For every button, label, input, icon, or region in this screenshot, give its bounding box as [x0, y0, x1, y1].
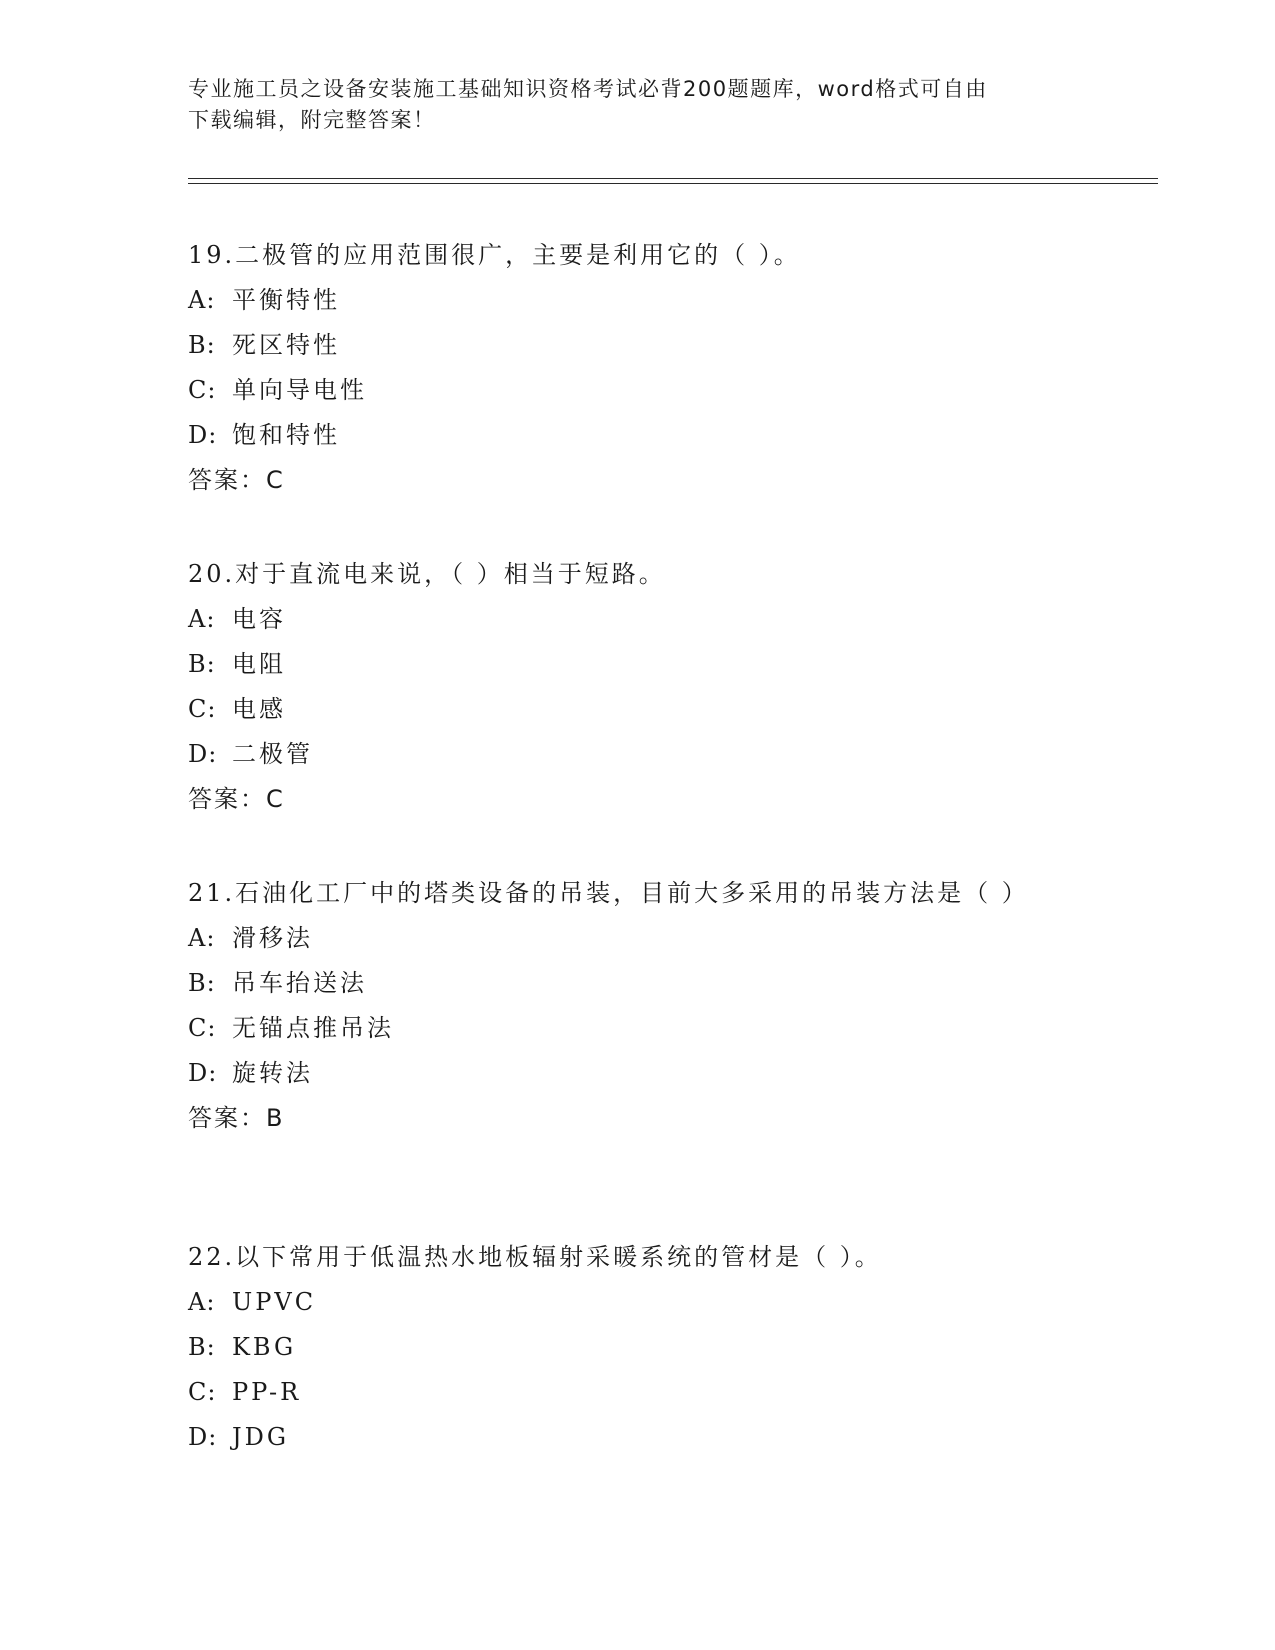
option-b	[188, 966, 1058, 1000]
option-text: JDG	[232, 1423, 290, 1451]
question-20	[188, 557, 1058, 816]
option-text: 单向导电性	[232, 376, 367, 404]
question-title: 20.对于直流电来说，（ ）相当于短路。	[188, 560, 666, 588]
header-divider-top	[188, 178, 1158, 179]
option-text: 二极管	[232, 740, 313, 768]
header-divider-bottom	[188, 183, 1158, 184]
option-text: 死区特性	[232, 331, 340, 359]
option-text: KBG	[232, 1333, 297, 1361]
option-c	[188, 1011, 1058, 1045]
option-text: 吊车抬送法	[232, 969, 367, 997]
option-c	[188, 692, 1058, 726]
option-letter: D:	[188, 421, 218, 449]
question-22	[188, 1240, 1058, 1465]
option-letter: C:	[188, 1014, 217, 1042]
option-d	[188, 418, 1058, 452]
question-title: 21.石油化工厂中的塔类设备的吊装，目前大多采用的吊装方法是（ ）	[188, 879, 1029, 907]
option-letter: C:	[188, 1378, 217, 1406]
header-line-1: 专业施工员之设备安装施工基础知识资格考试必背200题题库，word格式可自由	[188, 77, 988, 101]
option-letter: A:	[188, 924, 216, 952]
option-d	[188, 737, 1058, 771]
option-letter: B:	[188, 969, 216, 997]
question-21	[188, 876, 1058, 1135]
option-text: 电容	[232, 605, 286, 633]
option-letter: D:	[188, 740, 218, 768]
document-header	[188, 74, 1088, 136]
option-text: 无锚点推吊法	[232, 1014, 394, 1042]
option-d	[188, 1056, 1058, 1090]
option-letter: B:	[188, 1333, 216, 1361]
question-19	[188, 238, 1058, 497]
question-title: 19.二极管的应用范围很广，主要是利用它的（ ）。	[188, 241, 801, 269]
option-text: 电感	[232, 695, 286, 723]
option-a	[188, 921, 1058, 955]
option-d	[188, 1420, 1058, 1454]
option-c	[188, 373, 1058, 407]
option-text: UPVC	[232, 1288, 317, 1316]
option-letter: D:	[188, 1059, 218, 1087]
option-letter: D:	[188, 1423, 218, 1451]
option-letter: C:	[188, 695, 217, 723]
option-text: 旋转法	[232, 1059, 313, 1087]
option-text: 电阻	[232, 650, 286, 678]
option-text: PP-R	[232, 1378, 302, 1406]
option-text: 饱和特性	[232, 421, 340, 449]
option-text: 平衡特性	[232, 286, 340, 314]
option-a	[188, 1285, 1058, 1319]
option-letter: C:	[188, 376, 217, 404]
option-b	[188, 328, 1058, 362]
option-letter: B:	[188, 650, 216, 678]
option-letter: A:	[188, 286, 216, 314]
answer-line: 答案：B	[188, 1104, 285, 1132]
question-title: 22.以下常用于低温热水地板辐射采暖系统的管材是（ ）。	[188, 1243, 882, 1271]
option-letter: B:	[188, 331, 216, 359]
option-a	[188, 602, 1058, 636]
option-letter: A:	[188, 605, 216, 633]
answer-line: 答案：C	[188, 466, 285, 494]
option-letter: A:	[188, 1288, 216, 1316]
option-a	[188, 283, 1058, 317]
option-text: 滑移法	[232, 924, 313, 952]
option-b	[188, 647, 1058, 681]
option-c	[188, 1375, 1058, 1409]
header-line-2: 下载编辑，附完整答案！	[188, 108, 436, 132]
answer-line: 答案：C	[188, 785, 285, 813]
option-b	[188, 1330, 1058, 1364]
